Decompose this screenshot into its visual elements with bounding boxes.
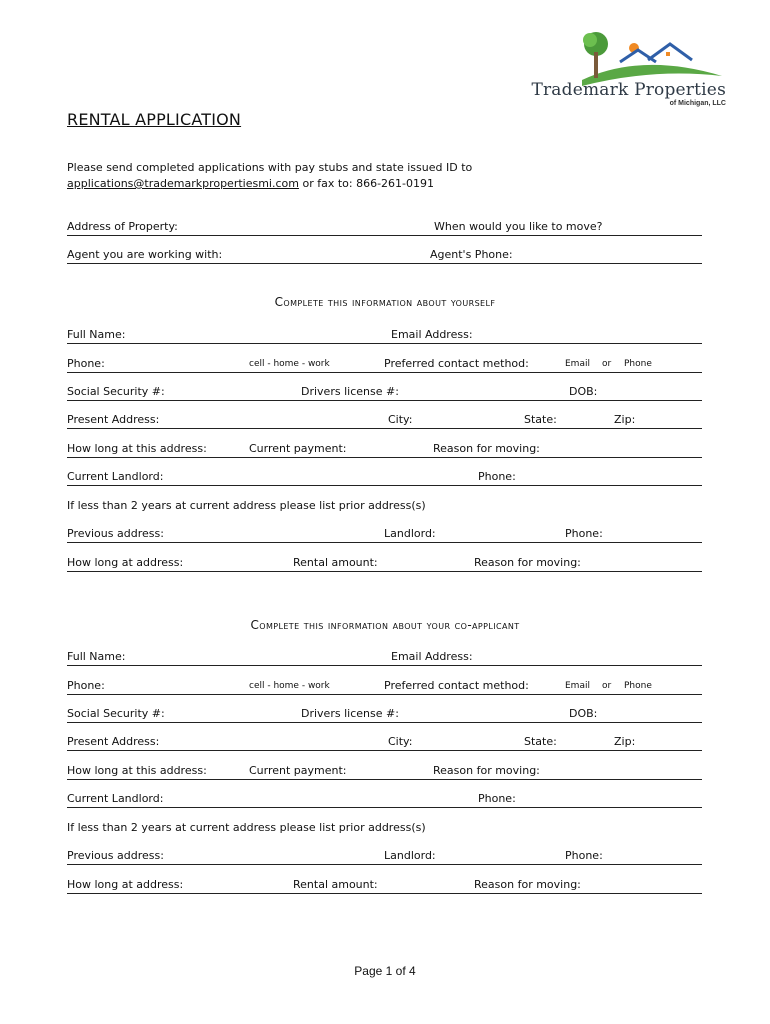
applicant-prior-note: If less than 2 years at current address please list prior address(s) [67, 499, 426, 512]
applicant-id-row[interactable]: Social Security #: Drivers license #: DOB: [67, 384, 702, 401]
brand-subtitle: of Michigan, LLC [669, 100, 726, 107]
applicant-name-row[interactable]: Full Name: Email Address: [67, 327, 702, 344]
applications-email-link[interactable]: applications@trademarkpropertiesmi.com [67, 177, 299, 190]
co-prior-note: If less than 2 years at current address please list prior address(s) [67, 821, 426, 834]
co-landlord-row[interactable]: Current Landlord: Phone: [67, 791, 702, 808]
page-title: RENTAL APPLICATION [67, 110, 242, 129]
co-address-row[interactable]: Present Address: City: State: Zip: [67, 734, 702, 751]
brand-name: Trademark Properties [531, 80, 726, 100]
property-row[interactable]: Address of Property: When would you like to move? [67, 219, 702, 236]
applicant-address-row[interactable]: Present Address: City: State: Zip: [67, 412, 702, 429]
applicant-landlord-row[interactable]: Current Landlord: Phone: [67, 469, 702, 486]
applicant-previous-details-row[interactable]: How long at address: Rental amount: Reason for moving: [67, 555, 702, 572]
co-previous-row[interactable]: Previous address: Landlord: Phone: [67, 848, 702, 865]
section-heading-applicant: Complete this information about yourself [274, 295, 496, 309]
co-residence-row[interactable]: How long at this address: Current payment: Reason for moving: [67, 763, 702, 780]
page-number: Page 1 of 4 [354, 964, 416, 978]
intro-text: Please send completed applications with pay stubs and state issued ID to applications@trademarkpropertiesmi.com or fax to: 866-261-0191 [67, 161, 473, 190]
applicant-residence-row[interactable]: How long at this address: Current payment: Reason for moving: [67, 441, 702, 458]
applicant-previous-row[interactable]: Previous address: Landlord: Phone: [67, 526, 702, 543]
section-heading-coapplicant: Complete this information about your co-applicant [250, 618, 520, 632]
agent-row[interactable]: Agent you are working with: Agent's Phone: [67, 247, 702, 264]
co-name-row[interactable]: Full Name: Email Address: [67, 649, 702, 666]
co-id-row[interactable]: Social Security #: Drivers license #: DOB: [67, 706, 702, 723]
company-logo [520, 30, 730, 118]
co-previous-details-row[interactable]: How long at address: Rental amount: Reason for moving: [67, 877, 702, 894]
co-phone-row[interactable]: Phone: cell - home - work Preferred contact method: Email or Phone [67, 678, 702, 695]
applicant-phone-row[interactable]: Phone: cell - home - work Preferred contact method: Email or Phone [67, 356, 702, 373]
